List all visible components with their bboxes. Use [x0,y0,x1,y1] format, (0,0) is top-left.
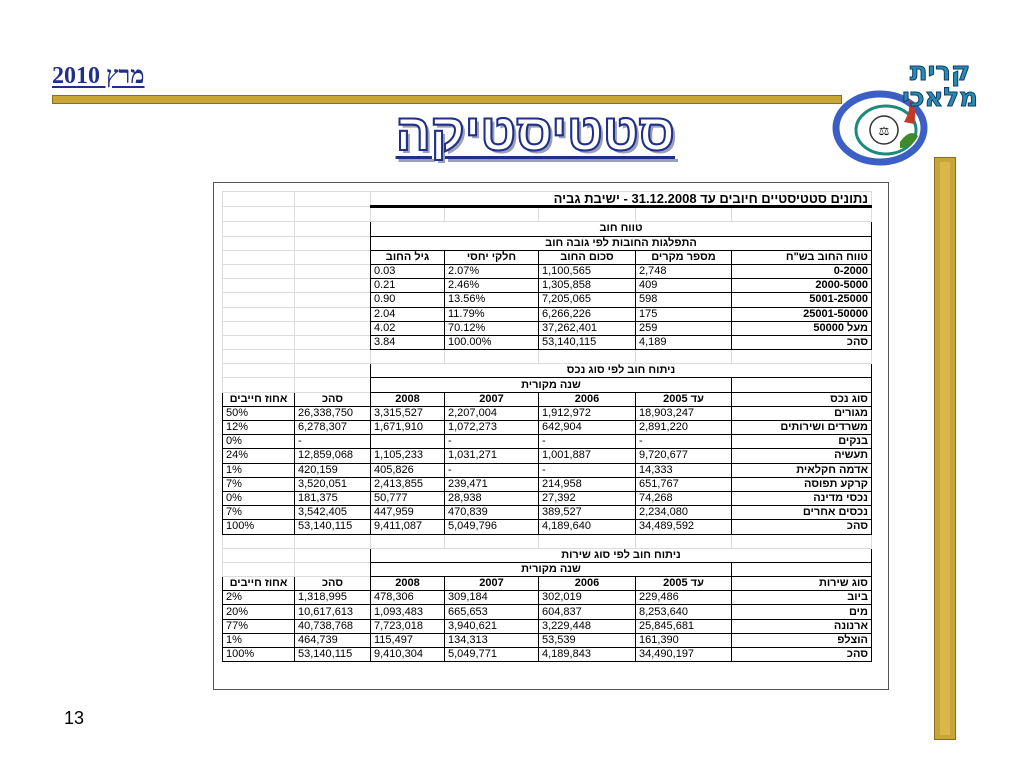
empty-cell [539,207,636,222]
empty-cell [295,207,371,222]
table-cell: 405,826 [371,463,445,477]
table-cell: 7,723,018 [371,619,445,633]
empty-cell [295,335,371,349]
table-cell: 2,891,220 [636,421,732,435]
table-cell: ארנונה [732,619,872,633]
table-cell: 28,938 [445,491,539,505]
table-cell: 470,839 [445,506,539,520]
table-cell: סהכ [732,648,872,662]
empty-cell [223,364,295,378]
table-row [223,350,872,364]
table-cell: 5001-25000 [732,293,872,307]
svg-text:⚖: ⚖ [878,124,890,138]
table-cell: 34,490,197 [636,648,732,662]
table-cell: קרקע תפוסה [732,477,872,491]
table-row [223,506,872,520]
table-cell: 74,268 [636,491,732,505]
table-cell: 9,410,304 [371,648,445,662]
empty-cell [295,562,371,576]
empty-cell [295,279,371,293]
table-cell: 2,413,855 [371,477,445,491]
table-row [223,463,872,477]
column-header: סכום החוב [539,250,636,264]
table-cell: 1,031,271 [445,449,539,463]
table-cell: 3,520,051 [295,477,371,491]
table-cell: 0.21 [371,279,445,293]
table-row [223,250,872,264]
empty-cell [539,350,636,364]
table-cell: 214,958 [539,477,636,491]
table-cell: 0% [223,435,295,449]
table-cell: 34,489,592 [636,520,732,534]
table-cell: 9,411,087 [371,520,445,534]
column-header: חלקי יחסי [445,250,539,264]
table-row [223,335,872,349]
table-cell: 0-2000 [732,264,872,278]
table-cell: 175 [636,307,732,321]
table-cell: 26,338,750 [295,406,371,420]
column-header: סהכ [295,577,371,591]
table-cell: 665,653 [445,605,539,619]
empty-cell [223,307,295,321]
table-row [223,619,872,633]
column-header: 2006 [539,392,636,406]
table-cell: 1% [223,633,295,647]
empty-cell [223,548,295,562]
table-cell: 1% [223,463,295,477]
table-row [223,562,872,576]
logo-text-line2: מלאכי [902,83,978,113]
table-cell: 25,845,681 [636,619,732,633]
table-cell: - [445,463,539,477]
table-cell: 134,313 [445,633,539,647]
empty-cell [732,562,872,576]
table-cell: 409 [636,279,732,293]
table-cell: 10,617,613 [295,605,371,619]
empty-cell [295,222,371,236]
table-cell: - [539,463,636,477]
table-main-title: נתונים סטטיסטיים חיובים עד 31.12.2008 - ישיבת גביה [371,192,872,207]
table-cell: 24% [223,449,295,463]
column-header: 2008 [371,577,445,591]
table-cell: 7% [223,477,295,491]
table-cell: - [636,435,732,449]
table-cell: 9,720,677 [636,449,732,463]
column-header: גיל החוב [371,250,445,264]
table-cell: 2.46% [445,279,539,293]
table-cell: 2,748 [636,264,732,278]
slide-number: 13 [64,708,85,728]
table-cell: סהכ [732,335,872,349]
table-cell: נכסים אחרים [732,506,872,520]
column-header: 2008 [371,392,445,406]
column-header: עד 2005 [636,392,732,406]
table-cell: 478,306 [371,591,445,605]
empty-cell [295,264,371,278]
empty-cell [223,335,295,349]
table-cell: 420,159 [295,463,371,477]
table-row [223,378,872,392]
table-cell: 13.56% [445,293,539,307]
table-cell: 40,738,768 [295,619,371,633]
table-row [223,321,872,335]
table-row [223,591,872,605]
column-header: טווח החוב בש"ח [732,250,872,264]
table-cell: 3,229,448 [539,619,636,633]
empty-cell [223,279,295,293]
table-cell: 2,207,004 [445,406,539,420]
table-cell: 50,777 [371,491,445,505]
table-cell: 53,140,115 [295,520,371,534]
table-cell: 181,375 [295,491,371,505]
table-cell: 11.79% [445,307,539,321]
table-cell: 309,184 [445,591,539,605]
statistics-table-frame [213,182,889,690]
table-row [223,236,872,250]
table-row [223,293,872,307]
table-cell: 2000-5000 [732,279,872,293]
column-header: אחוז חייבים [223,577,295,591]
section-label: ניתוח חוב לפי סוג נכס [371,364,872,378]
table-cell: 3,542,405 [295,506,371,520]
statistics-table [222,191,872,662]
side-divider-bar [934,157,956,740]
empty-cell [223,350,295,364]
column-header: 2007 [445,392,539,406]
table-cell: 1,671,910 [371,421,445,435]
table-cell: 464,739 [295,633,371,647]
table-cell: 259 [636,321,732,335]
table-cell: 0.90 [371,293,445,307]
table-cell: 53,539 [539,633,636,647]
table-row [223,307,872,321]
table-cell: 651,767 [636,477,732,491]
table-cell: 1,001,887 [539,449,636,463]
table-row [223,548,872,562]
table-cell: 53,140,115 [295,648,371,662]
page-title: סטטיסטיקה [395,104,675,162]
table-cell: סהכ [732,520,872,534]
empty-cell [295,321,371,335]
table-cell: 8,253,640 [636,605,732,619]
table-row [223,192,872,207]
column-header: סהכ [295,392,371,406]
table-cell: 0.03 [371,264,445,278]
table-cell: משרדים ושירותים [732,421,872,435]
table-cell: 4,189,843 [539,648,636,662]
empty-cell [295,307,371,321]
table-row [223,222,872,236]
table-cell: 1,093,483 [371,605,445,619]
table-row [223,605,872,619]
table-row [223,364,872,378]
table-cell: 115,497 [371,633,445,647]
column-header: 2006 [539,577,636,591]
table-cell: 642,904 [539,421,636,435]
empty-cell [636,350,732,364]
table-row [223,477,872,491]
empty-cell [371,207,445,222]
table-cell: 50% [223,406,295,420]
empty-cell [295,534,371,548]
empty-cell [223,264,295,278]
column-header: סוג שירות [732,577,872,591]
table-cell: 25001-50000 [732,307,872,321]
table-cell: מגורים [732,406,872,420]
table-row [223,491,872,505]
table-cell: 4,189 [636,335,732,349]
table-cell: 389,527 [539,506,636,520]
empty-cell [295,250,371,264]
table-cell: 5,049,796 [445,520,539,534]
table-cell: 2.04 [371,307,445,321]
table-cell: 1,305,858 [539,279,636,293]
table-cell: 18,903,247 [636,406,732,420]
table-cell: 4,189,640 [539,520,636,534]
empty-cell [636,534,732,548]
table-row [223,392,872,406]
table-cell: 2% [223,591,295,605]
table-cell: 302,019 [539,591,636,605]
empty-cell [295,548,371,562]
column-header: סוג נכס [732,392,872,406]
table-cell: בנקים [732,435,872,449]
table-row [223,520,872,534]
table-cell: 2,234,080 [636,506,732,520]
table-cell: 100% [223,520,295,534]
table-cell: 447,959 [371,506,445,520]
column-header: עד 2005 [636,577,732,591]
section-label: ניתוח חוב לפי סוג שירות [371,548,872,562]
table-cell: 1,100,565 [539,264,636,278]
empty-cell [295,364,371,378]
table-cell: 100.00% [445,335,539,349]
empty-cell [295,192,371,207]
table-row [223,449,872,463]
empty-cell [636,207,732,222]
table-cell: 5,049,771 [445,648,539,662]
empty-cell [445,534,539,548]
table-cell: מים [732,605,872,619]
empty-cell [223,321,295,335]
empty-cell [223,250,295,264]
table-cell: הוצלפ [732,633,872,647]
table-row [223,207,872,222]
table-cell: 161,390 [636,633,732,647]
table-cell: מעל 50000 [732,321,872,335]
table-cell: 1,105,233 [371,449,445,463]
table-cell: ביוב [732,591,872,605]
table-cell: 20% [223,605,295,619]
table-cell: 3,315,527 [371,406,445,420]
table-cell: 100% [223,648,295,662]
logo-text-line1: קרית [909,57,971,87]
empty-cell [371,534,445,548]
empty-cell [732,534,872,548]
table-cell: 0% [223,491,295,505]
empty-cell [223,562,295,576]
table-row [223,421,872,435]
empty-cell [732,350,872,364]
table-cell: 7% [223,506,295,520]
table-cell: 229,486 [636,591,732,605]
table-cell: - [539,435,636,449]
table-cell: 14,333 [636,463,732,477]
table-cell: נכסי מדינה [732,491,872,505]
empty-cell [223,192,295,207]
empty-cell [223,236,295,250]
empty-cell [223,293,295,307]
empty-cell [295,236,371,250]
table-row [223,406,872,420]
table-cell: 6,278,307 [295,421,371,435]
table-cell: תעשיה [732,449,872,463]
table-cell: 1,912,972 [539,406,636,420]
empty-cell [223,207,295,222]
empty-cell [295,378,371,392]
table-cell: 12% [223,421,295,435]
table-row [223,264,872,278]
table-row [223,633,872,647]
table-row [223,534,872,548]
section-sub-label: שנה מקורית [371,562,732,576]
column-header: 2007 [445,577,539,591]
table-row [223,279,872,293]
table-cell: 12,859,068 [295,449,371,463]
table-cell: 239,471 [445,477,539,491]
table-cell: 27,392 [539,491,636,505]
table-cell: 598 [636,293,732,307]
table-cell: 6,266,226 [539,307,636,321]
empty-cell [223,222,295,236]
section-sub-label: שנה מקורית [371,378,732,392]
table-cell: 1,072,273 [445,421,539,435]
section-sub-label: התפלגות החובות לפי גובה חוב [371,236,872,250]
empty-cell [732,378,872,392]
table-cell: 53,140,115 [539,335,636,349]
table-cell: 70.12% [445,321,539,335]
empty-cell [295,293,371,307]
table-row [223,577,872,591]
city-logo [828,50,978,168]
table-cell: 3.84 [371,335,445,349]
table-cell: 1,318,995 [295,591,371,605]
table-row [223,435,872,449]
empty-cell [445,350,539,364]
section-label: טווח חוב [371,222,872,236]
empty-cell [445,207,539,222]
table-cell: 2.07% [445,264,539,278]
table-cell: 4.02 [371,321,445,335]
empty-cell [223,534,295,548]
date-label: מרץ 2010 [52,63,145,89]
table-cell: - [445,435,539,449]
column-header: אחוז חייבים [223,392,295,406]
empty-cell [732,207,872,222]
empty-cell [295,350,371,364]
table-cell: 7,205,065 [539,293,636,307]
table-row [223,648,872,662]
table-cell: - [295,435,371,449]
table-cell: אדמה חקלאית [732,463,872,477]
table-cell: 3,940,621 [445,619,539,633]
column-header: מספר מקרים [636,250,732,264]
empty-cell [223,378,295,392]
empty-cell [539,534,636,548]
table-cell: 604,837 [539,605,636,619]
table-cell: 77% [223,619,295,633]
table-cell: 37,262,401 [539,321,636,335]
empty-cell [371,350,445,364]
table-cell [371,435,445,449]
